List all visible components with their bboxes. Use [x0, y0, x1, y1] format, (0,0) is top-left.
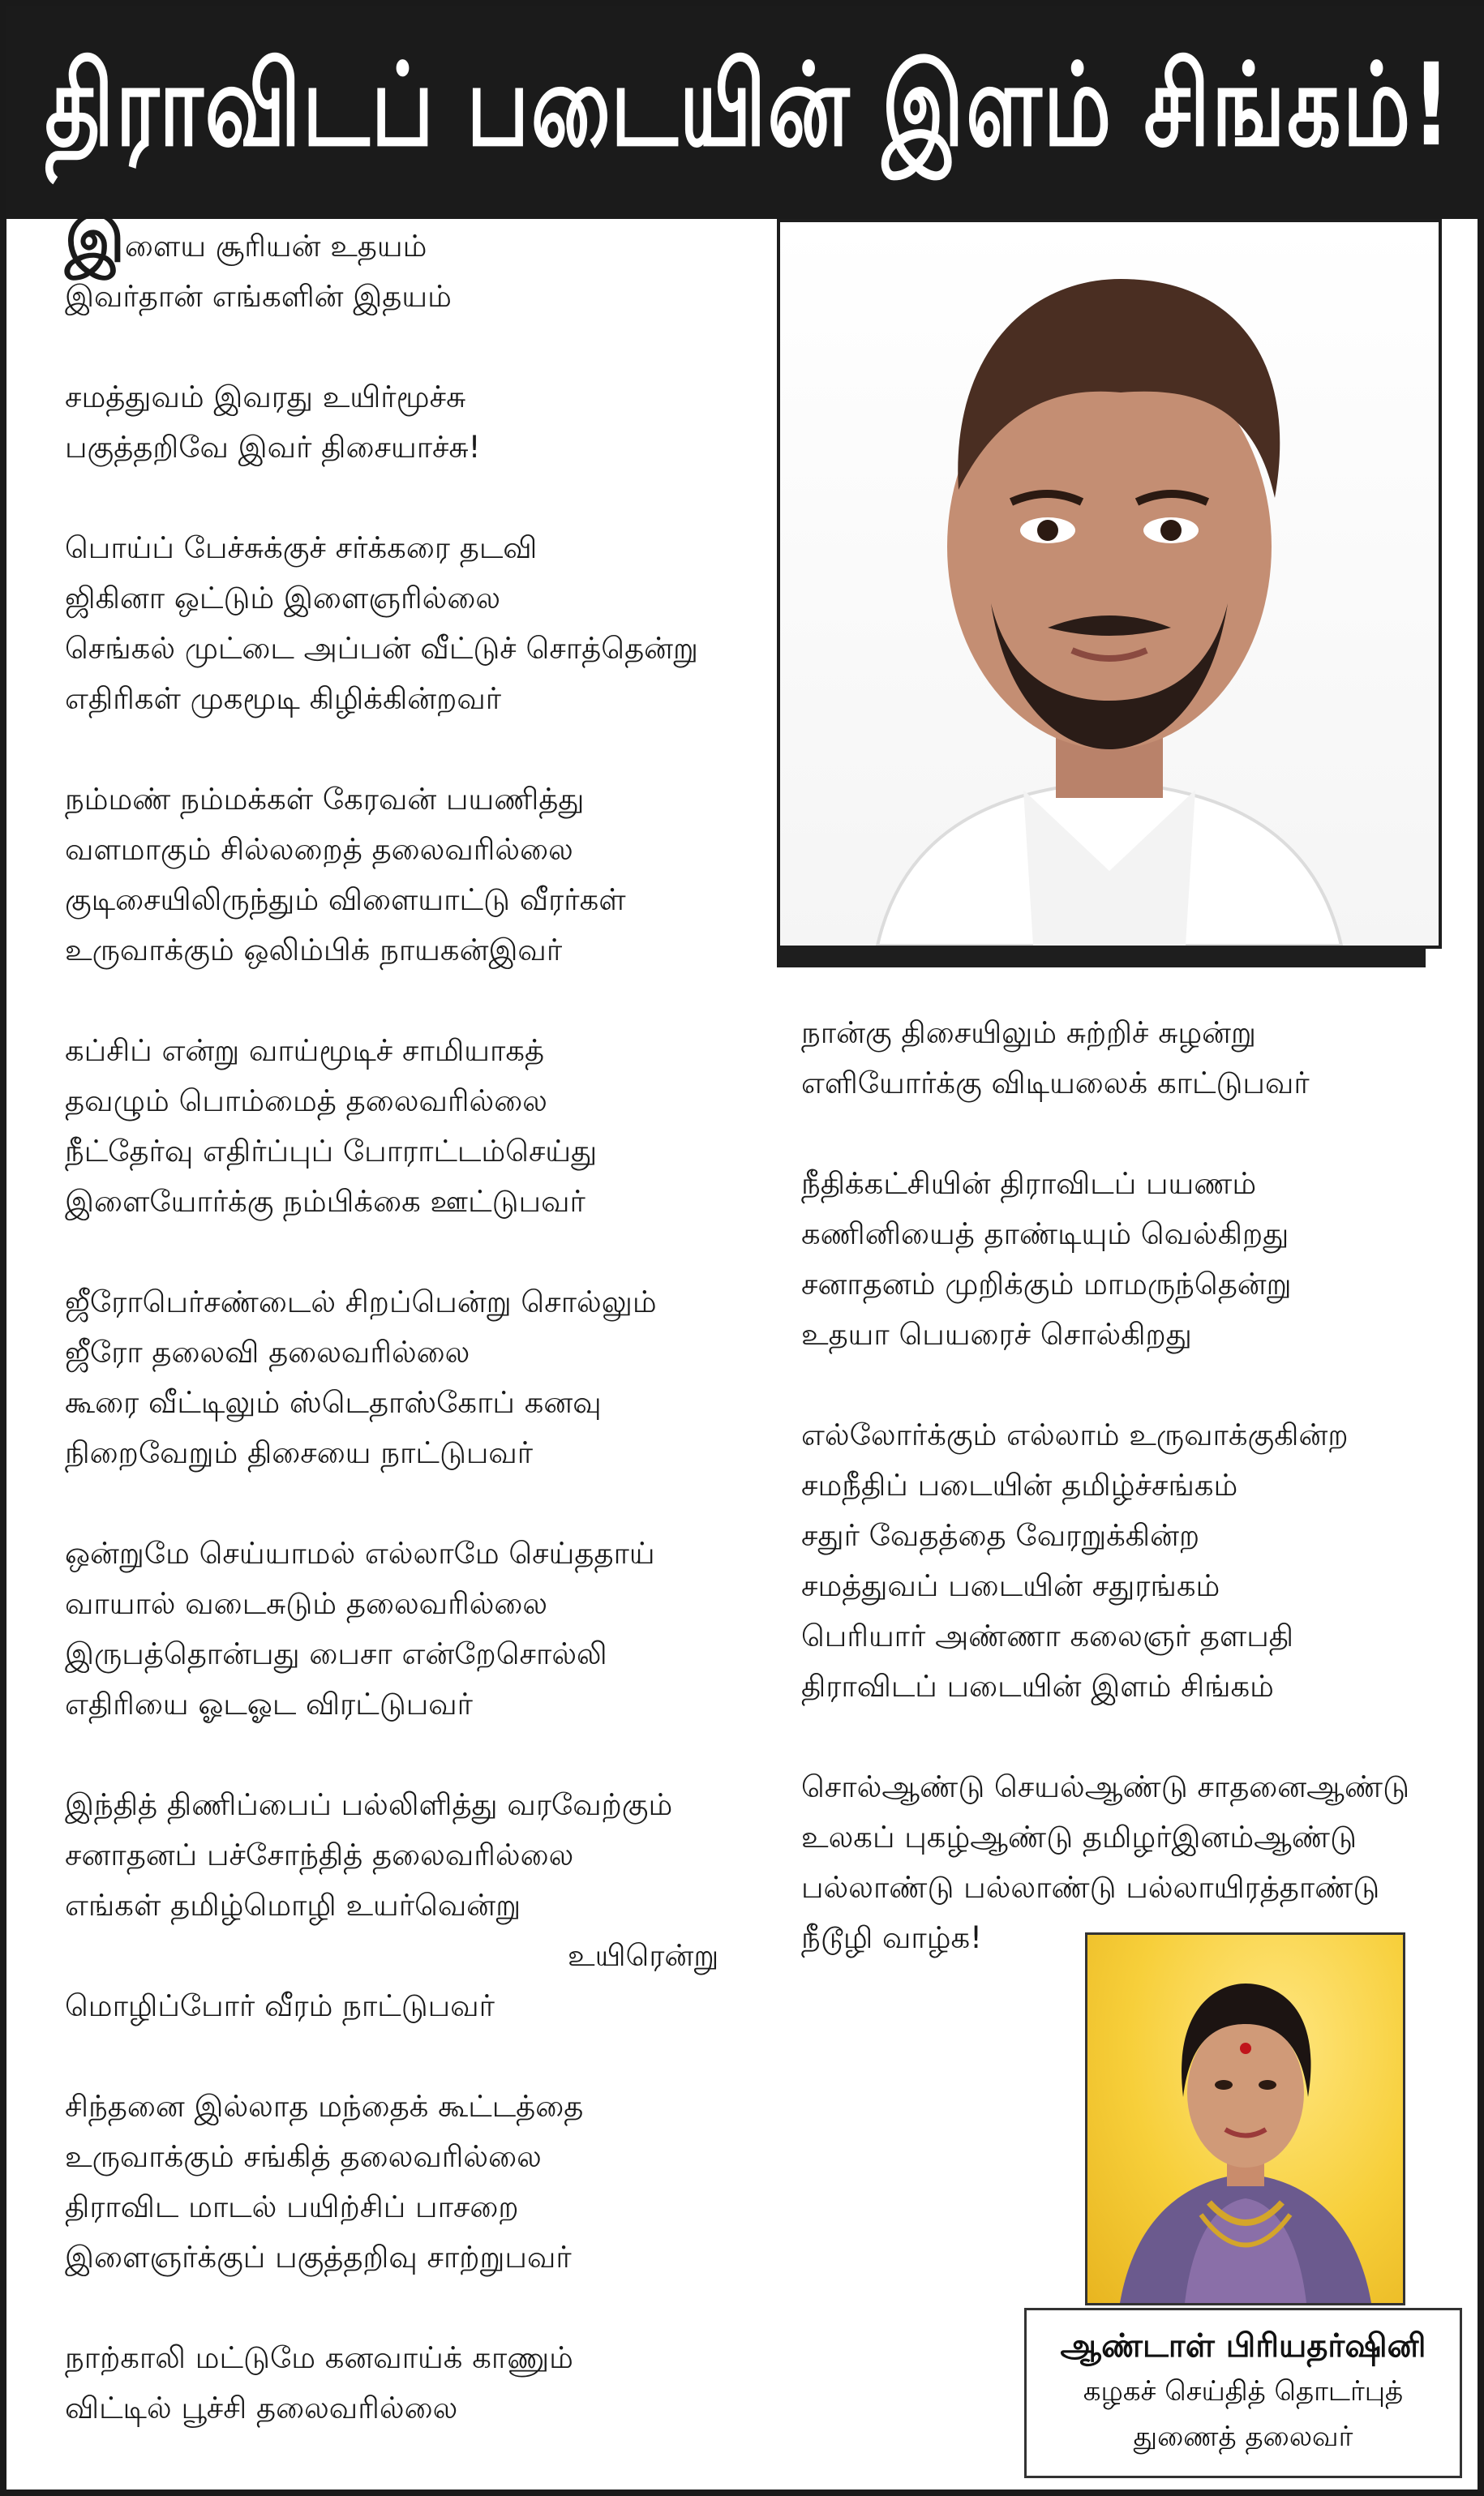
- poem-line: சதுர் வேதத்தை வேரறுக்கின்ற: [801, 1518, 1200, 1553]
- author-photo: [1085, 1932, 1405, 2305]
- poem-line: இந்தித் திணிப்பைப் பல்லிளித்து வரவேற்கும்: [65, 1787, 673, 1822]
- man-portrait-illustration: [780, 222, 1439, 946]
- poem-line: தவழும் பொம்மைத் தலைவரில்லை: [65, 1083, 547, 1118]
- poem-line: கூரை வீட்டிலும் ஸ்டெதாஸ்கோப் கனவு: [65, 1385, 602, 1420]
- poem-line: திராவிடப் படையின் இளம் சிங்கம்: [801, 1669, 1274, 1704]
- poem-line: விட்டில் பூச்சி தலைவரில்லை: [65, 2391, 458, 2425]
- author-caption: [1024, 2308, 1462, 2478]
- poem-line: ஜீரோபெர்சண்டைல் சிறப்பென்று சொல்லும்: [65, 1284, 657, 1319]
- poem-stanza: [65, 774, 778, 976]
- poem-line: சொல்ஆண்டு செயல்ஆண்டு சாதனைஆண்டு: [801, 1769, 1410, 1804]
- poem-line: செங்கல் முட்டை அப்பன் வீட்டுச் சொத்தென்று: [65, 631, 698, 666]
- woman-portrait-illustration: [1087, 1935, 1403, 2303]
- poem-line: ஜீரோ தலைவி தலைவரில்லை: [65, 1335, 470, 1370]
- poem-stanza: [801, 1410, 1442, 1712]
- author-name: ஆண்டாள் பிரியதர்ஷினி: [1060, 2327, 1426, 2365]
- poem-line: நீதிக்கட்சியின் திராவிடப் பயணம்: [801, 1166, 1257, 1201]
- poem-line: இருபத்தொன்பது பைசா என்றேசொல்லி: [65, 1636, 607, 1671]
- poem-line: இளையோர்க்கு நம்பிக்கை ஊட்டுபவர்: [65, 1184, 585, 1219]
- poem-line: சனாதனப் பச்சோந்தித் தலைவரில்லை: [65, 1838, 574, 1872]
- poem-line-text: ளைய சூரியன் உதயம்: [124, 229, 427, 264]
- poem-line: ஒன்றுமே செய்யாமல் எல்லாமே செய்ததாய்: [65, 1536, 655, 1571]
- poem-line: பெரியார் அண்ணா கலைஞர் தளபதி: [801, 1619, 1294, 1653]
- poem-line: வளமாகும் சில்லறைத் தலைவரில்லை: [65, 832, 573, 867]
- drop-cap: இ: [65, 204, 125, 276]
- poem-stanza: [65, 372, 778, 473]
- poem-line: கப்சிப் என்று வாய்மூடிச் சாமியாகத்: [65, 1033, 545, 1068]
- poem-stanza: [65, 1529, 778, 1730]
- poem-line: வாயால் வடைசுடும் தலைவரில்லை: [65, 1586, 548, 1621]
- poem-line: நீடூழி வாழ்க!: [801, 1920, 983, 1955]
- poem-stanza: [65, 204, 778, 322]
- poem-line: சமநீதிப் படையின் தமிழ்ச்சங்கம்: [801, 1468, 1238, 1503]
- poem-line: நான்கு திசையிலும் சுற்றிச் சுழன்று: [801, 1015, 1256, 1050]
- poem-line: நீட்தேர்வு எதிர்ப்புப் போராட்டம்செய்து: [65, 1134, 598, 1169]
- poem-left-column: [65, 204, 778, 2484]
- poem-line: எதிரியை ஓடஓட விரட்டுபவர்: [65, 1687, 474, 1722]
- poem-line: நிறைவேறும் திசையை நாட்டுபவர்: [65, 1435, 534, 1470]
- poem-line: பொய்ப் பேச்சுக்குச் சர்க்கரை தடவி: [65, 530, 538, 565]
- poem-stanza: [65, 1780, 778, 2031]
- poem-line: சமத்துவம் இவரது உயிர்மூச்சு: [65, 380, 466, 414]
- poem-line: [65, 204, 778, 276]
- poem-line: கணினியைத் தாண்டியும் வெல்கிறது: [801, 1216, 1289, 1251]
- poem-line: திராவிட மாடல் பயிற்சிப் பாசறை: [65, 2189, 519, 2224]
- portrait-photo: [777, 219, 1442, 949]
- poem-line: உயிரென்று: [568, 1938, 719, 1973]
- poem-stanza: [801, 1008, 1442, 1109]
- poem-stanza: [65, 1026, 778, 1227]
- poem-line: உலகப் புகழ்ஆண்டு தமிழர்இனம்ஆண்டு: [801, 1820, 1357, 1855]
- poem-line: எல்லோர்க்கும் எல்லாம் உருவாக்குகின்ற: [801, 1417, 1349, 1452]
- poem-stanza: [65, 2082, 778, 2283]
- poem-line: இவர்தான் எங்களின் இதயம்: [65, 279, 452, 314]
- author-title-line: துணைத் தலைவர்: [1133, 2421, 1353, 2453]
- poem-line: நாற்காலி மட்டுமே கனவாய்க் காணும்: [65, 2340, 573, 2375]
- poem-line: குடிசையிலிருந்தும் விளையாட்டு வீரர்கள்: [65, 882, 626, 917]
- poem-line: பகுத்தறிவே இவர் திசையாச்சு!: [65, 430, 481, 465]
- poem-line: சமத்துவப் படையின் சதுரங்கம்: [801, 1568, 1220, 1603]
- poem-line: எளியோர்க்கு விடியலைக் காட்டுபவர்: [801, 1066, 1310, 1100]
- poem-stanza: [801, 1159, 1442, 1360]
- poem-line: மொழிப்போர் வீரம் நாட்டுபவர்: [65, 1988, 495, 2023]
- page-title: திராவிடப் படையின் இளம் சிங்கம்!: [45, 38, 1452, 172]
- poem-stanza: [65, 2333, 778, 2434]
- poem-stanza: [65, 523, 778, 724]
- poem-line: இளைஞர்க்குப் பகுத்தறிவு சாற்றுபவர்: [65, 2240, 572, 2275]
- poem-line: சனாதனம் முறிக்கும் மாமருந்தென்று: [801, 1267, 1292, 1302]
- poem-right-column: [801, 1008, 1442, 2014]
- headline-banner: [6, 6, 1484, 219]
- poem-line: எங்கள் தமிழ்மொழி உயர்வென்று: [65, 1888, 521, 1923]
- poem-line: பல்லாண்டு பல்லாண்டு பல்லாயிரத்தாண்டு: [801, 1870, 1380, 1905]
- poem-line: எதிரிகள் முகமூடி கிழிக்கின்றவர்: [65, 681, 502, 716]
- author-title-line: கழகச் செய்தித் தொடர்புத்: [1083, 2375, 1404, 2408]
- poem-line: உதயா பெயரைச் சொல்கிறது: [801, 1317, 1192, 1352]
- poem-line: உருவாக்கும் சங்கித் தலைவரில்லை: [65, 2139, 542, 2174]
- poem-stanza: [65, 1277, 778, 1478]
- poem-line: ஜிகினா ஒட்டும் இளைஞரில்லை: [65, 581, 501, 615]
- poem-line: உருவாக்கும் ஒலிம்பிக் நாயகன்இவர்: [65, 933, 563, 967]
- poem-line: நம்மண் நம்மக்கள் கேரவன் பயணித்து: [65, 782, 585, 817]
- poem-line: சிந்தனை இல்லாத மந்தைக் கூட்டத்தை: [65, 2089, 584, 2124]
